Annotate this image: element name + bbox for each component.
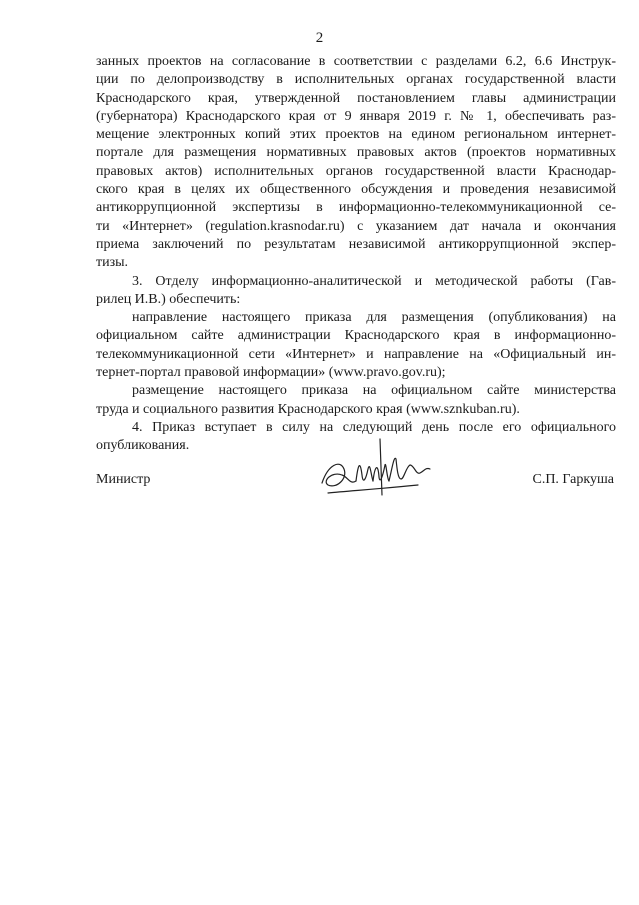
text-line: рилец И.В.) обеспечить: (96, 291, 241, 307)
text-line: Краснодарского края, утвержденной постановлением главы администрации (96, 90, 616, 106)
text-line: антикоррупционной экспертизы в информационно-телекоммуникационной се- (96, 200, 616, 216)
signature-image (318, 435, 438, 505)
text-line: ти «Интернет» (regulation.krasnodar.ru) с указанием дат начала и окончания (96, 218, 616, 234)
text-line: телекоммуникационной сети «Интернет» и направление на «Официальный ин- (96, 346, 616, 362)
text-line: тизы. (96, 255, 129, 271)
text-line: тернет-портал правовой информации» (www.pravo.gov.ru); (96, 365, 446, 381)
text-line: опубликования. (96, 438, 190, 454)
text-line: занных проектов на согласование в соответствии с разделами 6.2, 6.6 Инструк- (96, 54, 616, 69)
text-line: размещение настоящего приказа на официальном сайте министерства (132, 383, 616, 399)
text-line: 4. Приказ вступает в силу на следующий день после его официального (132, 419, 616, 435)
text-line: ции по делопроизводству в исполнительных органах государственной власти (96, 72, 616, 88)
page-number: 2 (315, 30, 324, 46)
text-line: направление настоящего приказа для размещения (опубликования) на (132, 310, 616, 326)
signatory-title: Министр (96, 472, 151, 487)
document-body (96, 53, 616, 456)
signatory-name: С.П. Гаркуша (532, 472, 614, 487)
signature-block (96, 472, 616, 492)
text-line: портале для размещения нормативных правовых актов (проектов нормативных (96, 145, 616, 161)
text-line: (губернатора) Краснодарского края от 9 января 2019 г. № 1, обеспечивать раз- (96, 108, 616, 124)
text-line: ского края в целях их общественного обсуждения и проведения независимой (96, 182, 616, 198)
text-line: правовых актов) исполнительных органов государственной власти Краснодар- (96, 163, 616, 179)
text-line: мещение электронных копий этих проектов на едином региональном интернет- (96, 127, 616, 143)
text-line: официальном сайте администрации Краснодарского края в информационно- (96, 328, 616, 344)
text-line: приема заключений по результатам независимой антикоррупционной экспер- (96, 236, 616, 252)
text-line: труда и социального развития Краснодарского края (www.sznkuban.ru). (96, 401, 520, 417)
text-line: 3. Отделу информационно-аналитической и методической работы (Гав- (132, 273, 616, 289)
